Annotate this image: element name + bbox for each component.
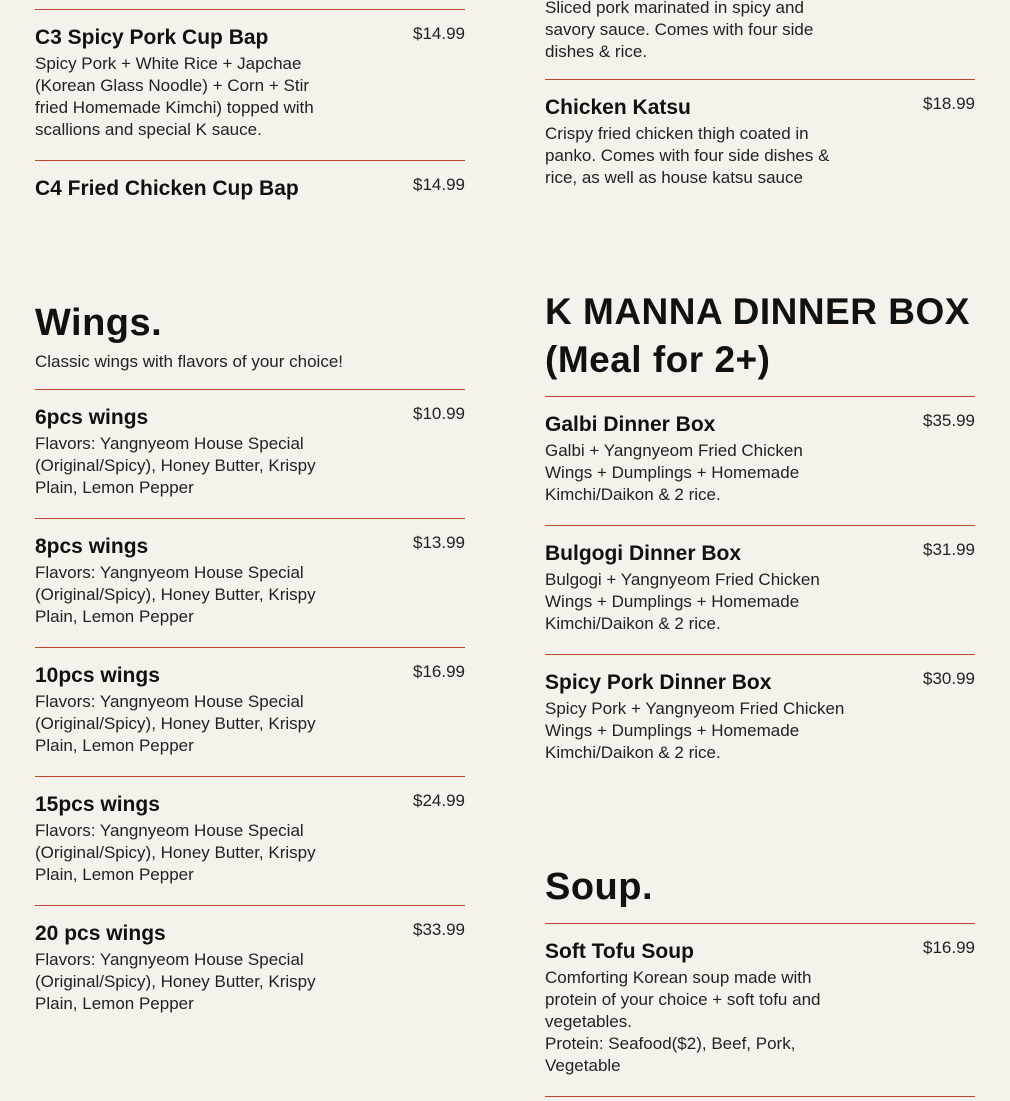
menu-item-name: C3 Spicy Pork Cup Bap [35,26,269,49]
menu-item-name: 6pcs wings [35,406,149,429]
menu-item-description: Flavors: Yangnyeom House Special (Original/Spicy), Honey Butter, Krispy Plain, Lemon Pepper [35,950,316,1013]
menu-item-name: 15pcs wings [35,793,160,816]
menu-item-description: Crispy fried chicken thigh coated in panko. Comes with four side dishes & rice, as well as house katsu sauce [545,124,830,187]
divider [35,160,465,161]
section-title-dinner-box: K MANNA DINNER BOX [545,291,970,332]
divider [545,923,975,924]
section-title-wings: Wings. [35,302,163,344]
menu-item-price: $18.99 [923,94,975,113]
menu-item-description: Flavors: Yangnyeom House Special (Original/Spicy), Honey Butter, Krispy Plain, Lemon Pepper [35,563,316,626]
menu-item-name: Soft Tofu Soup [545,940,694,963]
menu-item-price: $10.99 [413,404,465,423]
divider [545,79,975,80]
menu-item-name: Galbi Dinner Box [545,413,716,436]
divider [35,776,465,777]
menu-item-name: 8pcs wings [35,535,149,558]
menu-item-description: Comforting Korean soup made with protein of your choice + soft tofu and vegetables. Protein: Seafood($2), Beef, Pork, Vegetable [545,968,821,1075]
menu-item-description: Galbi + Yangnyeom Fried Chicken Wings + Dumplings + Homemade Kimchi/Daikon & 2 rice. [545,441,803,504]
menu-item-price: $33.99 [413,920,465,939]
divider [35,389,465,390]
menu-item-name: C4 Fried Chicken Cup Bap [35,177,299,200]
menu-item-price: $14.99 [413,175,465,194]
section-subtitle-dinner-box: (Meal for 2+) [545,339,771,380]
divider [35,9,465,10]
divider [545,525,975,526]
menu-item-name: 10pcs wings [35,664,160,687]
menu-item-name: Bulgogi Dinner Box [545,542,741,565]
menu-item-description: Spicy Pork + Yangnyeom Fried Chicken Wings + Dumplings + Homemade Kimchi/Daikon & 2 rice. [545,699,845,762]
divider [545,396,975,397]
menu-item-price: $16.99 [923,938,975,957]
divider [35,905,465,906]
menu-item-price: $24.99 [413,791,465,810]
divider [545,1096,975,1097]
section-title-soup: Soup. [545,866,654,908]
menu-item-description: Flavors: Yangnyeom House Special (Original/Spicy), Honey Butter, Krispy Plain, Lemon Pepper [35,434,316,497]
section-subtitle-wings: Classic wings with flavors of your choice! [35,352,344,371]
menu-item-name: Spicy Pork Dinner Box [545,671,772,694]
menu-item-name: 20 pcs wings [35,922,166,945]
menu-item-price: $30.99 [923,669,975,688]
menu-item-price: $31.99 [923,540,975,559]
menu-item-description: Flavors: Yangnyeom House Special (Original/Spicy), Honey Butter, Krispy Plain, Lemon Pepper [35,692,316,755]
menu-item-price: $13.99 [413,533,465,552]
menu-item-description: Spicy Pork + White Rice + Japchae (Korean Glass Noodle) + Corn + Stir fried Homemade Kimchi) topped with scallions and special K sauce. [35,54,314,139]
menu-item-description: Bulgogi + Yangnyeom Fried Chicken Wings + Dumplings + Homemade Kimchi/Daikon & 2 rice. [545,570,820,633]
menu-item-price: $14.99 [413,24,465,43]
divider [35,518,465,519]
menu-item-price: $35.99 [923,411,975,430]
divider [35,647,465,648]
menu-item-price: $16.99 [413,662,465,681]
menu-item-name: Chicken Katsu [545,96,691,119]
divider [545,654,975,655]
menu-item-description: Flavors: Yangnyeom House Special (Original/Spicy), Honey Butter, Krispy Plain, Lemon Pepper [35,821,316,884]
menu-item-description: Sliced pork marinated in spicy and savory sauce. Comes with four side dishes & rice. [545,0,814,61]
